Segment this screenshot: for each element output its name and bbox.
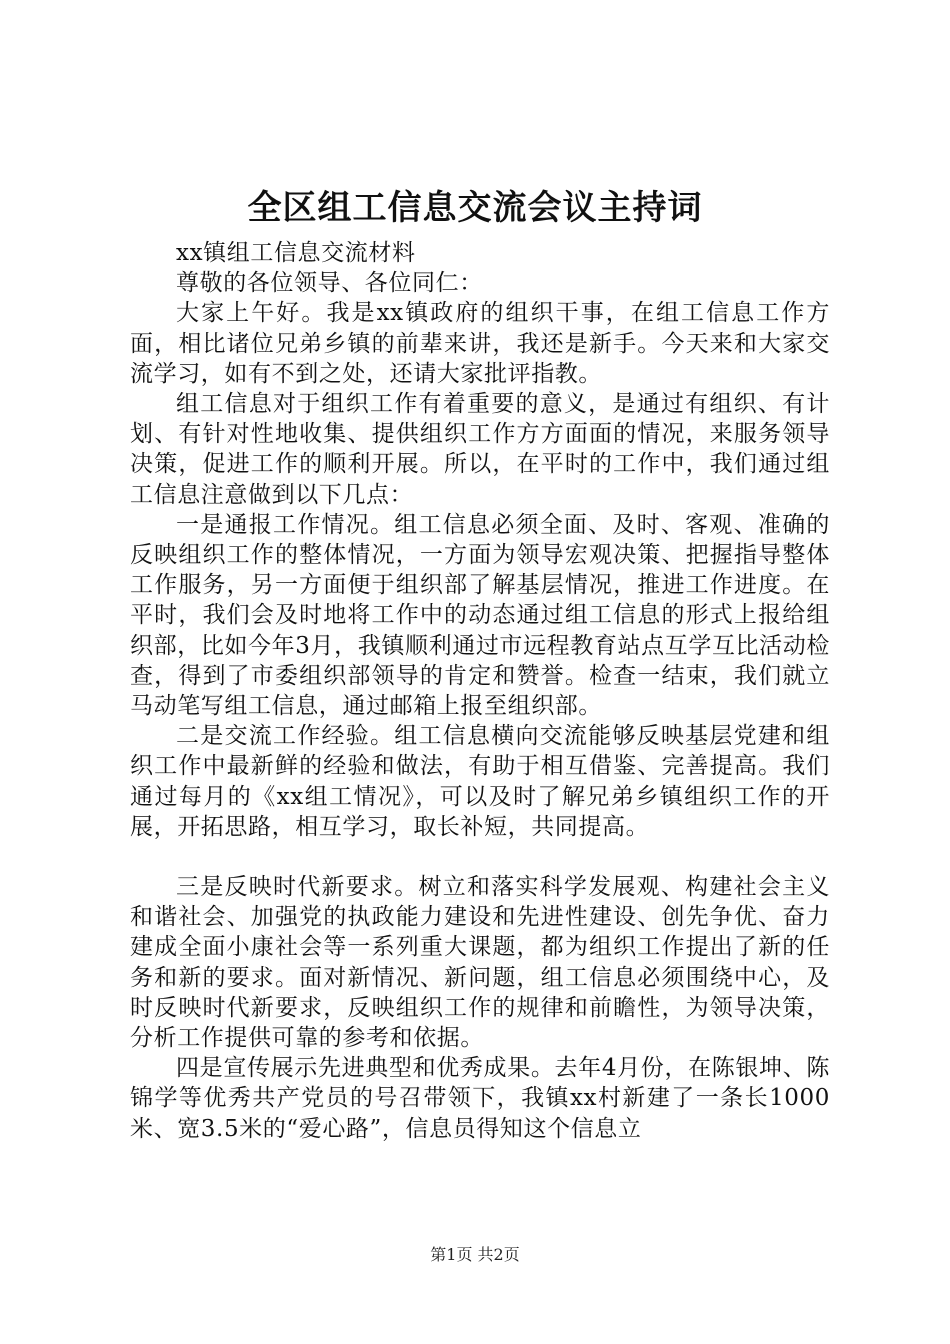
paragraph-point-one: 一是通报工作情况。组工信息必须全面、及时、客观、准确的反映组织工作的整体情况，一方面为领导宏观决策、把握指导整体工作服务，另一方面便于组织部了解基层情况，推进工作进度。在平时，我们会及时地将工作中的动态通过组工信息的形式上报给组织部，比如今年3月，我镇顺利通过市远程教育站点互学互比活动检查，得到了市委组织部领导的肯定和赞誉。检查一结束，我们就立马动笔写组工信息，通过邮箱上报至组织部。 [130, 511, 830, 720]
page-number-footer: 第1页 共2页 [430, 1245, 520, 1264]
document-body [130, 238, 830, 1144]
paragraph-point-three: 三是反映时代新要求。树立和落实科学发展观、构建社会主义和谐社会、加强党的执政能力建设和先进性建设、创先争优、奋力建成全面小康社会等一系列重大课题，都为组织工作提出了新的任务和新的要求。面对新情况、新问题，组工信息必须围绕中心，及时反映时代新要求，反映组织工作的规律和前瞻性，为领导决策，分析工作提供可靠的参考和依据。 [130, 874, 830, 1052]
paragraph-point-two: 二是交流工作经验。组工信息横向交流能够反映基层党建和组织工作中最新鲜的经验和做法，有助于相互借鉴、完善提高。我们通过每月的《xx组工情况》，可以及时了解兄弟乡镇组织工作的开展，开拓思路，相互学习，取长补短，共同提高。 [130, 723, 830, 840]
document-title: 全区组工信息交流会议主持词 [247, 188, 703, 228]
paragraph-material-heading: xx镇组工信息交流材料 [176, 240, 416, 266]
paragraph-importance: 组工信息对于组织工作有着重要的意义，是通过有组织、有计划、有针对性地收集、提供组织工作方方面面的情况，来服务领导决策，促进工作的顺利开展。所以，在平时的工作中，我们通过组工信息注意做到以下几点： [130, 391, 830, 508]
paragraph-point-four: 四是宣传展示先进典型和优秀成果。去年4月份，在陈银坤、陈锦学等优秀共产党员的号召带领下，我镇xx村新建了一条长1000米、宽3.5米的“爱心路”，信息员得知这个信息立 [130, 1055, 830, 1142]
paragraph-salutation: 尊敬的各位领导、各位同仁： [176, 270, 483, 297]
paragraph-greeting: 大家上午好。我是xx镇政府的组织干事，在组工信息工作方面，相比诸位兄弟乡镇的前辈来讲，我还是新手。今天来和大家交流学习，如有不到之处，还请大家批评指教。 [130, 300, 830, 387]
